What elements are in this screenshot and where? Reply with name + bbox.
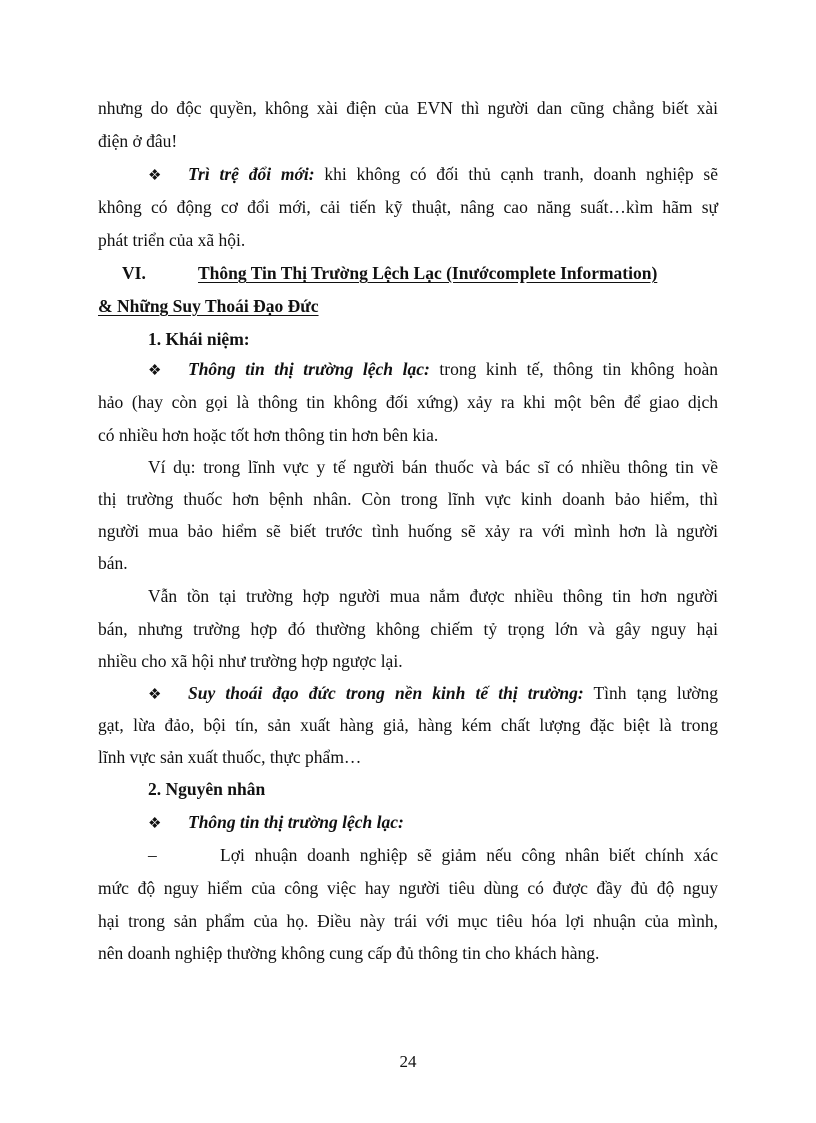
paragraph-line: nên doanh nghiệp thường không cung cấp đủ thông tin cho khách hàng. (98, 943, 600, 963)
diamond-bullet-icon: ❖ (148, 687, 162, 703)
paragraph-line: Vẫn tồn tại trường hợp người mua nắm được nhiều thông tin hơn người (148, 586, 718, 606)
paragraph-line: lĩnh vực sản xuất thuốc, thực phẩm… (98, 747, 362, 767)
paragraph-text: Tình tạng lường (583, 683, 718, 703)
paragraph-text: khi không có đối thủ cạnh tranh, doanh nghiệp sẽ (314, 164, 718, 184)
paragraph-line: phát triển của xã hội. (98, 230, 246, 250)
paragraph-line: người mua bảo hiểm sẽ biết trước tình huống sẽ xảy ra với mình hơn là người (98, 521, 718, 541)
bullet-paragraph-line (148, 162, 718, 188)
dash-bullet: – (148, 845, 157, 865)
bullet-paragraph-line (148, 681, 718, 707)
subsection-heading: 1. Khái niệm: (148, 329, 250, 349)
diamond-bullet-icon: ❖ (148, 363, 162, 379)
page-number: 24 (399, 1052, 417, 1071)
paragraph-text: trong kinh tế, thông tin không hoàn (429, 359, 718, 379)
section-number: VI. (122, 263, 146, 283)
paragraph-line: Lợi nhuận doanh nghiệp sẽ giảm nếu công nhân biết chính xác (220, 845, 718, 865)
paragraph-line: bán, nhưng trường hợp đó thường không chiếm tỷ trọng lớn và gây nguy hại (98, 619, 718, 639)
subsection-heading: 2. Nguyên nhân (148, 779, 266, 799)
paragraph-line: Ví dụ: trong lĩnh vực y tế người bán thuốc và bác sĩ có nhiều thông tin về (148, 457, 718, 477)
paragraph-line: gạt, lừa đảo, bội tín, sản xuất hàng giả, hàng kém chất lượng đặc biệt là trong (98, 715, 718, 735)
bullet-paragraph-line (148, 810, 718, 836)
paragraph-line: thị trường thuốc hơn bệnh nhân. Còn trong lĩnh vực kinh doanh bảo hiểm, thì (98, 489, 718, 509)
term-label: Thông tin thị trường lệch lạc: (188, 812, 404, 832)
bullet-paragraph-line (148, 357, 718, 383)
paragraph-line: nhưng do độc quyền, không xài điện của EVN thì người dan cũng chẳng biết xài (98, 98, 718, 118)
paragraph-line: không có động cơ đổi mới, cải tiến kỹ thuật, nâng cao năng suất…kìm hãm sự (98, 197, 718, 217)
paragraph-line: bán. (98, 553, 128, 573)
section-title-line: Thông Tin Thị Trường Lệch Lạc (Inướcomplete Information) (198, 263, 658, 283)
paragraph-line: nhiều cho xã hội như trường hợp ngược lại. (98, 651, 403, 671)
paragraph-line: mức độ nguy hiểm của công việc hay người tiêu dùng có được đầy đủ độ nguy (98, 878, 718, 898)
diamond-bullet-icon: ❖ (148, 816, 162, 832)
diamond-bullet-icon: ❖ (148, 168, 162, 184)
paragraph-line: hảo (hay còn gọi là thông tin không đối xứng) xảy ra khi một bên để giao dịch (98, 392, 718, 412)
section-title-line: & Những Suy Thoái Đạo Đức (98, 296, 319, 316)
paragraph-line: hại trong sản phẩm của họ. Điều này trái với mục tiêu hóa lợi nhuận của mình, (98, 911, 718, 931)
paragraph-line: có nhiều hơn hoặc tốt hơn thông tin hơn bên kia. (98, 425, 439, 445)
term-label: Suy thoái đạo đức trong nền kinh tế thị trường: (188, 683, 584, 703)
term-label: Thông tin thị trường lệch lạc: (188, 359, 430, 379)
paragraph-line: điện ở đâu! (98, 131, 178, 151)
term-label: Trì trệ đổi mới: (188, 164, 315, 184)
